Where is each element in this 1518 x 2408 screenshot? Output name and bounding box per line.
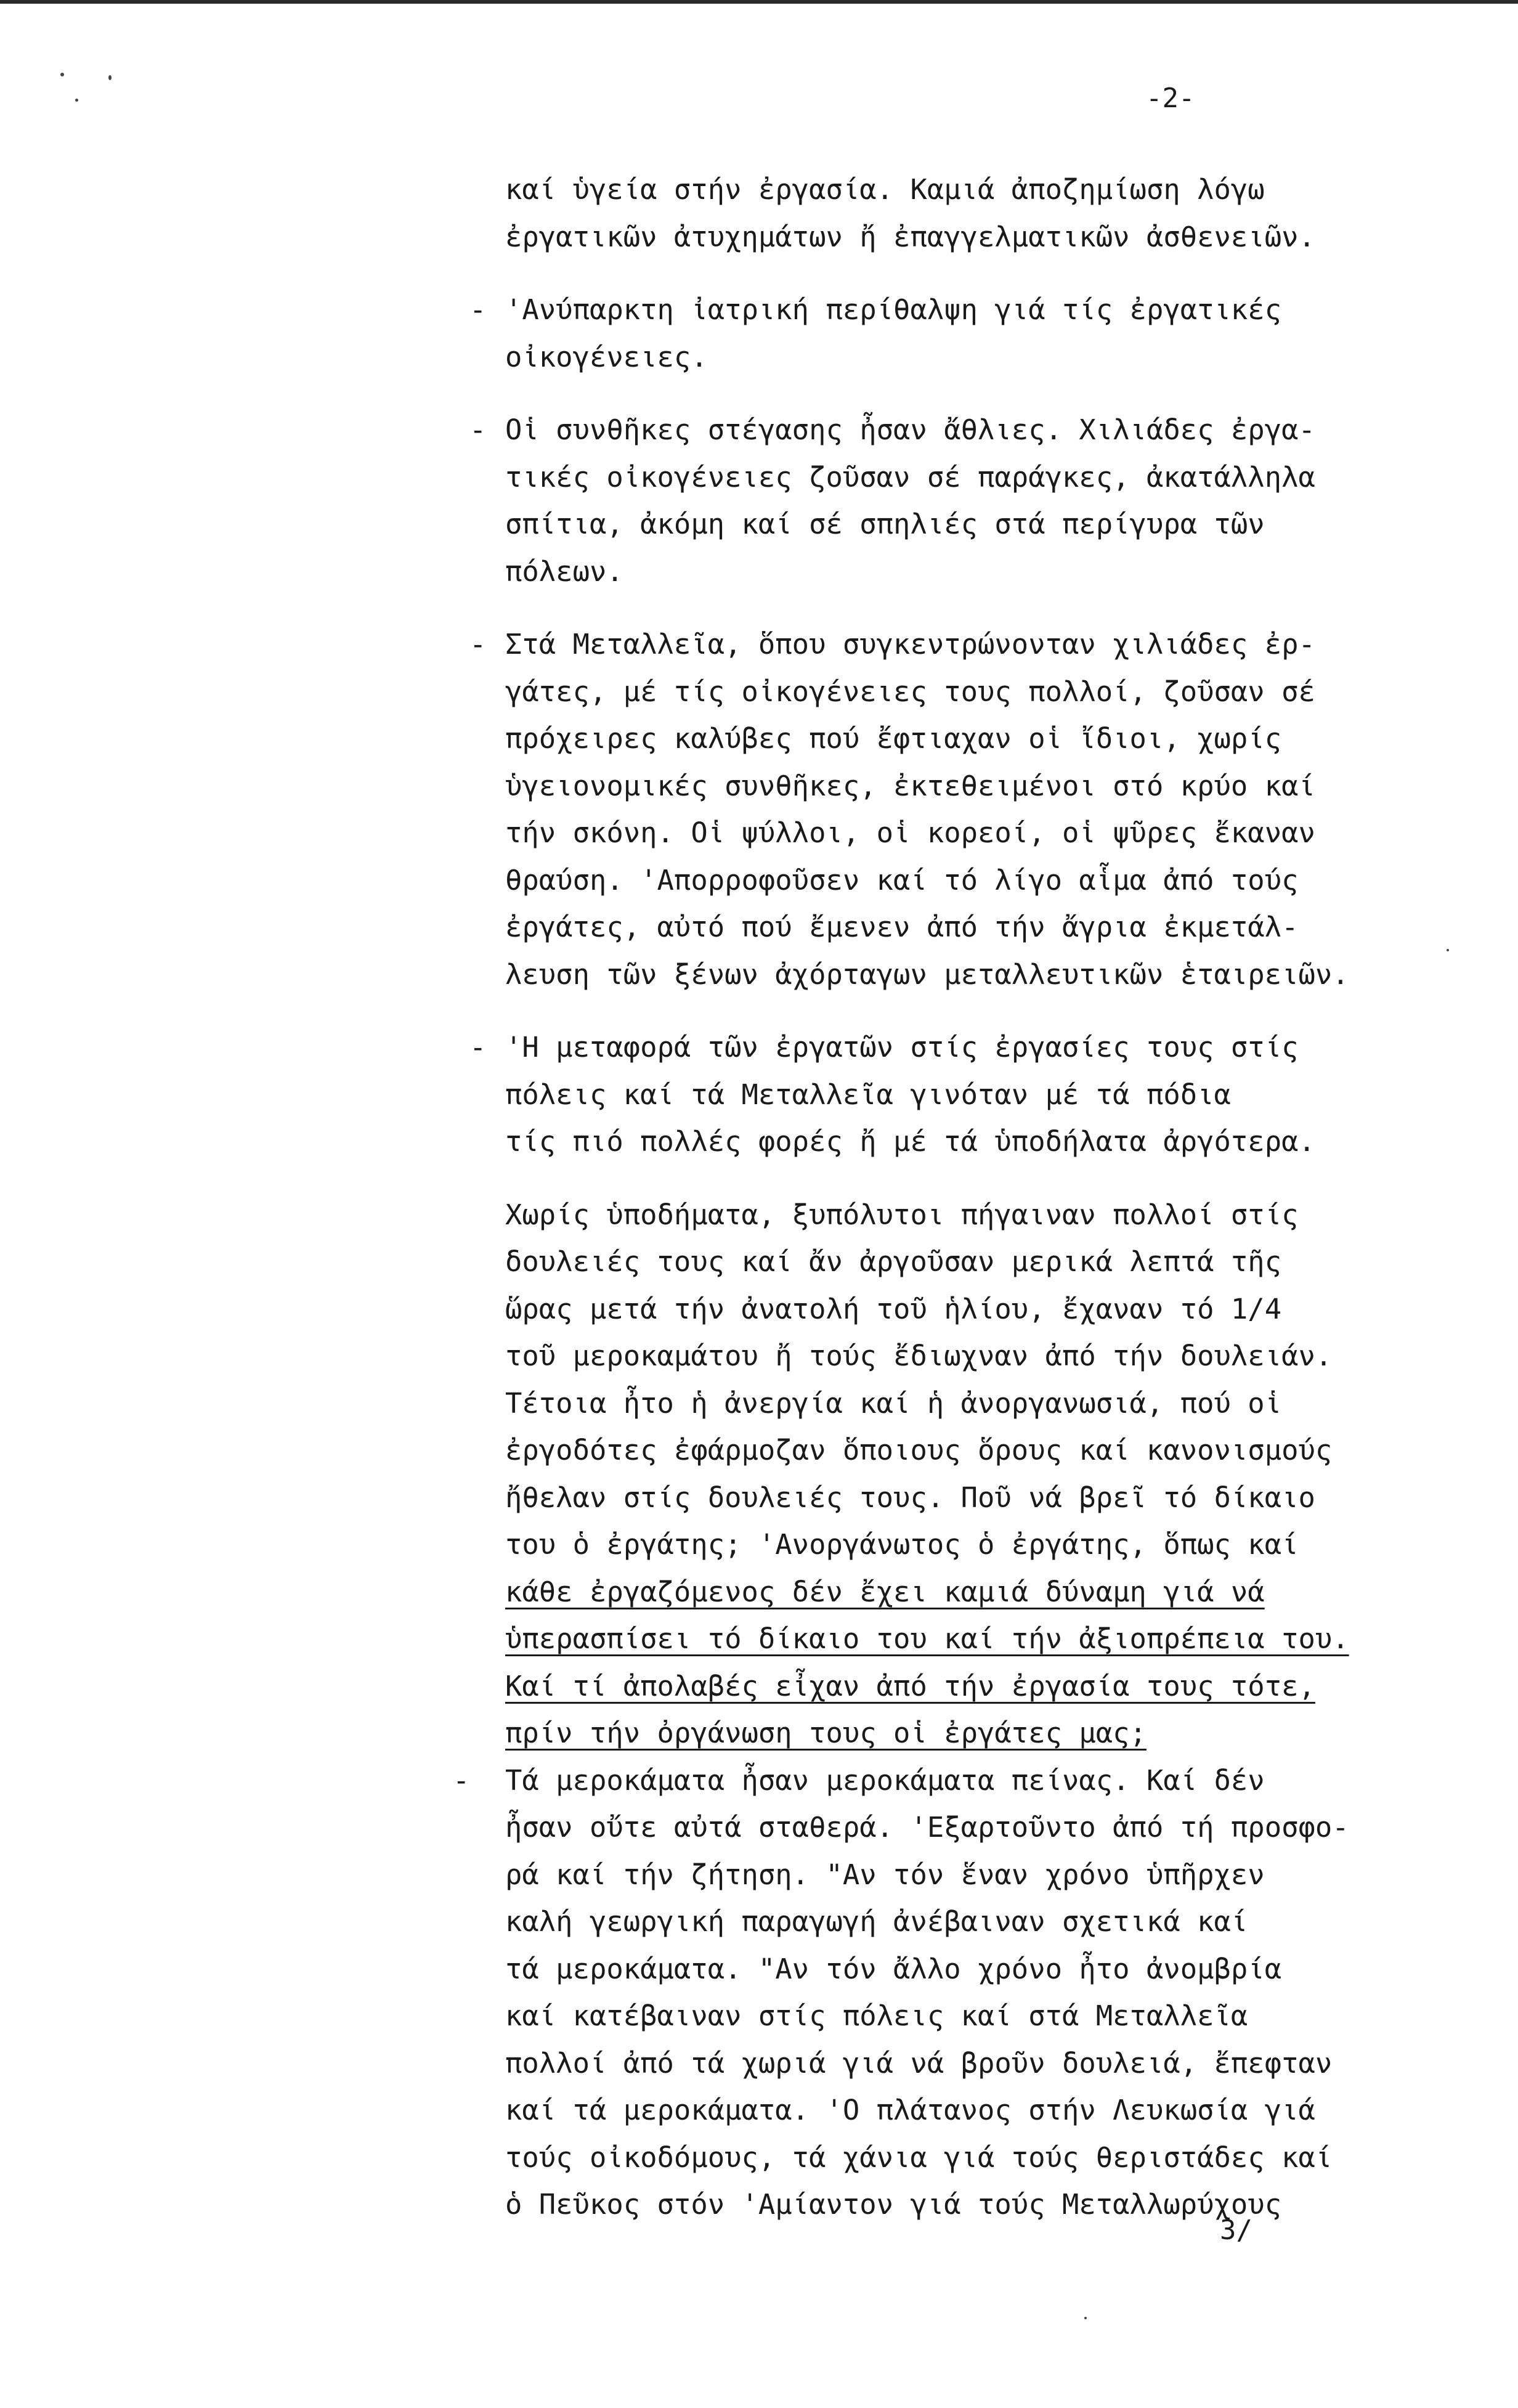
text-line: ὑγειονομικές συνθῆκες, ἐκτεθειμένοι στό κρύο καί [505,769,1315,802]
text-line: σπίτια, ἀκόμη καί σέ σπηλιές στά περίγυρα τῶν [505,508,1265,540]
bullet-dash: - [453,1763,470,1797]
text-line: Χωρίς ὑποδήματα, ξυπόλυτοι πήγαιναν πολλοί στίς [505,1198,1299,1231]
text-line: τά μεροκάματα. "Αν τόν ἄλλο χρόνο ἦτο ἀνομβρία [505,1952,1282,1985]
underlined-text-line: πρίν τήν ὀργάνωση τους οἱ ἐργάτες μας; [505,1717,1147,1749]
text-line: γάτες, μέ τίς οἰκογένειες τους πολλοί, ζοῦσαν σέ [505,675,1315,708]
text-line: ἦσαν οὔτε αὐτά σταθερά. 'Εξαρτοῦντο ἀπό τή προσφο- [505,1811,1349,1844]
paragraph [0,166,1518,261]
text-line: οἰκογένειες. [505,340,708,373]
bullet-paragraph [0,1757,1518,2229]
text-line: 'Ανύπαρκτη ἰατρική περίθαλψη γιά τίς ἐργατικές [505,293,1282,326]
bullet-paragraph [0,1024,1518,1166]
text-line: τικές οἰκογένειες ζοῦσαν σέ παράγκες, ἀκατάλληλα [505,460,1315,494]
document-body [0,166,1518,2255]
text-line: πολλοί ἀπό τά χωριά γιά νά βροῦν δουλειά, ἔπεφταν [505,2046,1333,2080]
text-line: πόλεων. [505,555,623,588]
text-line: 'Η μεταφορά τῶν ἐργατῶν στίς ἐργασίες τους στίς [505,1031,1299,1064]
scan-speck [75,99,78,102]
bullet-paragraph [0,407,1518,595]
text-line: Τά μεροκάματα ἦσαν μεροκάματα πείνας. Καί δέν [505,1763,1265,1797]
text-line: καί ὑγεία στήν ἐργασία. Καμιά ἀποζημίωση λόγω [505,173,1265,206]
text-line: καί τά μεροκάματα. 'Ο πλάτανος στήν Λευκωσία γιά [505,2094,1315,2126]
paragraph [0,1192,1518,1757]
text-line: δουλειές τους καί ἄν ἀργοῦσαν μερικά λεπτά τῆς [505,1245,1282,1278]
bullet-paragraph [0,287,1518,381]
text-line: του ὁ ἐργάτης; 'Ανοργάνωτος ὁ ἐργάτης, ὅπως καί [505,1528,1299,1561]
text-line: θραύση. 'Απορροφοῦσεν καί τό λίγο αἷμα ἀπό τούς [505,863,1299,897]
text-line: τούς οἰκοδόμους, τά χάνια γιά τούς θεριστάδες καί [505,2141,1333,2174]
bullet-dash: - [469,1031,487,1064]
bullet-dash: - [469,293,487,326]
text-line: Οἱ συνθῆκες στέγασης ἦσαν ἄθλιες. Χιλιάδες ἐργα- [505,413,1315,446]
bullet-dash: - [469,413,487,446]
scan-speck [1084,2317,1087,2319]
bullet-dash: - [469,628,487,661]
bullet-paragraph [0,621,1518,998]
text-line: πρόχειρες καλύβες πού ἔφτιαχαν οἱ ἴδιοι, χωρίς [505,722,1282,755]
text-line: τοῦ μεροκαμάτου ἤ τούς ἔδιωχναν ἀπό τήν δουλειάν. [505,1340,1333,1372]
text-line: Τέτοια ἦτο ἡ ἀνεργία καί ἡ ἀνοργανωσιά, πού οἱ [505,1386,1282,1420]
text-line: καί κατέβαιναν στίς πόλεις καί στά Μεταλλεῖα [505,1999,1248,2032]
underlined-text-line: Καί τί ἀπολαβές εἶχαν ἀπό τήν ἐργασία τους τότε, [505,1669,1315,1702]
text-line: ὁ Πεῦκος στόν 'Αμίαντον γιά τούς Μεταλλωρύχους [505,2188,1282,2221]
text-line: ἐργοδότες ἐφάρμοζαν ὅποιους ὅρους καί κανονισμούς [505,1434,1333,1466]
text-line: πόλεις καί τά Μεταλλεῖα γινόταν μέ τά πόδια [505,1078,1231,1111]
text-line: λευση τῶν ξένων ἀχόρταγων μεταλλευτικῶν ἑταιρειῶν. [505,958,1349,991]
continuation-marker: 3/ [1220,2215,1252,2246]
page-number: -2- [1146,83,1195,114]
scan-speck [108,75,112,80]
text-line: ἤθελαν στίς δουλειές τους. Ποῦ νά βρεῖ τό δίκαιο [505,1481,1315,1514]
scan-speck [60,73,64,76]
text-line: τίς πιό πολλές φορές ἤ μέ τά ὑποδήλατα ἀργότερα. [505,1125,1315,1158]
text-line: ἐργάτες, αὐτό πού ἔμενεν ἀπό τήν ἄγρια ἐκμετάλ- [505,911,1299,943]
underlined-text-line: ὑπερασπίσει τό δίκαιο του καί τήν ἀξιοπρέπεια του. [505,1622,1349,1655]
top-edge-rule [0,0,1518,4]
underlined-text-line: κάθε ἐργαζόμενος δέν ἔχει καμιά δύναμη γιά νά [505,1575,1265,1608]
text-line: τήν σκόνη. Οἱ ψύλλοι, οἱ κορεοί, οἱ ψῦρες ἔκαναν [505,816,1315,849]
text-line: ὥρας μετά τήν ἀνατολή τοῦ ἡλίου, ἔχαναν τό 1/4 [505,1292,1282,1325]
text-line: καλή γεωργική παραγωγή ἀνέβαιναν σχετικά καί [505,1905,1248,1938]
text-line: ἐργατικῶν ἀτυχημάτων ἤ ἐπαγγελματικῶν ἀσθενειῶν. [505,220,1315,253]
text-line: Στά Μεταλλεῖα, ὅπου συγκεντρώνονταν χιλιάδες ἐρ- [505,628,1315,661]
text-line: ρά καί τήν ζήτηση. "Αν τόν ἕναν χρόνο ὑπῆρχεν [505,1858,1265,1891]
